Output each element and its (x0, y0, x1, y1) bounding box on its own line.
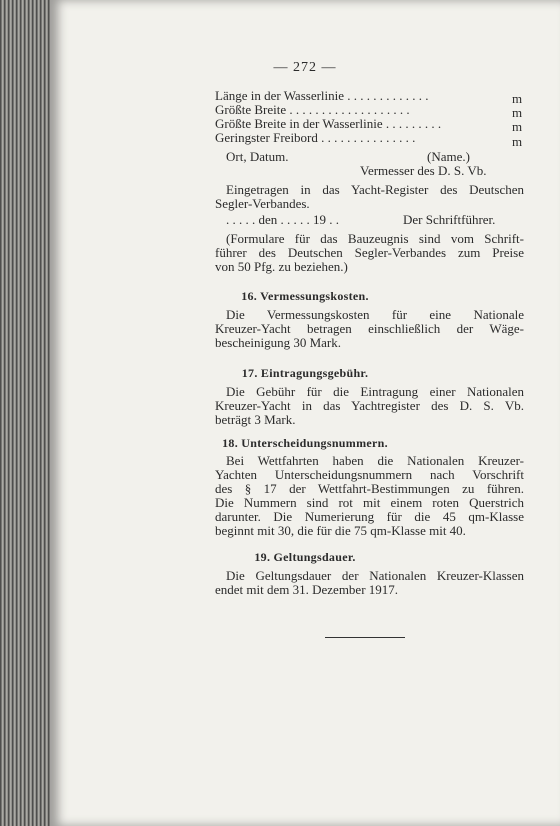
measurement-unit: m (512, 119, 523, 134)
section-text-line: Kreuzer-Yacht betragen einschließlich der Wäge- (215, 321, 524, 336)
section-text-line: Bei Wettfahrten haben die Nationalen Kreuzer- (226, 453, 524, 468)
measurement-unit: m (512, 91, 523, 106)
section-text-line: Die Geltungsdauer der Nationalen Kreuzer-Klassen (226, 568, 524, 583)
book-page (50, 0, 560, 826)
section-text-line: darunter. Die Numerierung für die 45 qm-Klasse (215, 509, 524, 524)
section-text-line: des § 17 der Wettfahrt-Bestimmungen zu führen. (215, 481, 524, 496)
section-text-line: beginnt mit 30, die für die 75 qm-Klasse mit 40. (215, 523, 466, 538)
schriftfuehrer-signature: Der Schriftführer. (403, 212, 496, 227)
section-text-line: Die Gebühr für die Eintragung einer Nationalen (226, 384, 524, 399)
registered-line: Eingetragen in das Yacht-Register des Deutschen (226, 182, 524, 197)
book-page-edges (0, 0, 50, 826)
section-heading: 17. Eintragungsgebühr. (241, 366, 369, 380)
section-text-line: bescheinigung 30 Mark. (215, 335, 342, 350)
forms-note-line: führer des Deutschen Segler-Verbandes zum Preise (215, 245, 524, 260)
forms-note-line: von 50 Pfg. zu beziehen.) (215, 259, 348, 274)
section-text-line: Die Vermessungskosten für eine Nationale (226, 307, 524, 322)
surveyor-line: Vermesser des D. S. Vb. (360, 163, 487, 178)
section-text-line: beträgt 3 Mark. (215, 412, 296, 427)
section-text-line: Kreuzer-Yacht in das Yachtregister des D. S. Vb. (215, 398, 524, 413)
measurement-label: Größte Breite . . . . . . . . . . . . . . . . . . . (215, 102, 410, 117)
date-line: . . . . . den . . . . . 19 . . (226, 212, 340, 227)
section-text-line: Yachten Unterscheidungsnummern nach Vorschrift (215, 467, 524, 482)
section-heading: 16. Vermessungskosten. (241, 289, 369, 303)
measurement-label: Länge in der Wasserlinie . . . . . . . . . . . . . (215, 88, 429, 103)
section-text-line: endet mit dem 31. Dezember 1917. (215, 582, 399, 597)
page-number: — 272 — (273, 60, 337, 75)
measurement-unit: m (512, 134, 523, 149)
name-label: (Name.) (427, 149, 470, 164)
place-date: Ort, Datum. (226, 149, 289, 164)
end-rule (325, 637, 405, 638)
forms-note-line: (Formulare für das Bauzeugnis sind vom Schrift- (226, 231, 524, 246)
measurement-unit: m (512, 105, 523, 120)
section-heading: 19. Geltungsdauer. (254, 550, 356, 564)
measurement-label: Geringster Freibord . . . . . . . . . . . . . . . (215, 130, 416, 145)
measurement-label: Größte Breite in der Wasserlinie . . . . . . . . . (215, 116, 442, 131)
registered-line: Segler-Verbandes. (215, 196, 310, 211)
section-heading: 18. Unterscheidungsnummern. (222, 436, 388, 450)
section-text-line: Die Nummern sind rot mit einem roten Querstrich (215, 495, 524, 510)
